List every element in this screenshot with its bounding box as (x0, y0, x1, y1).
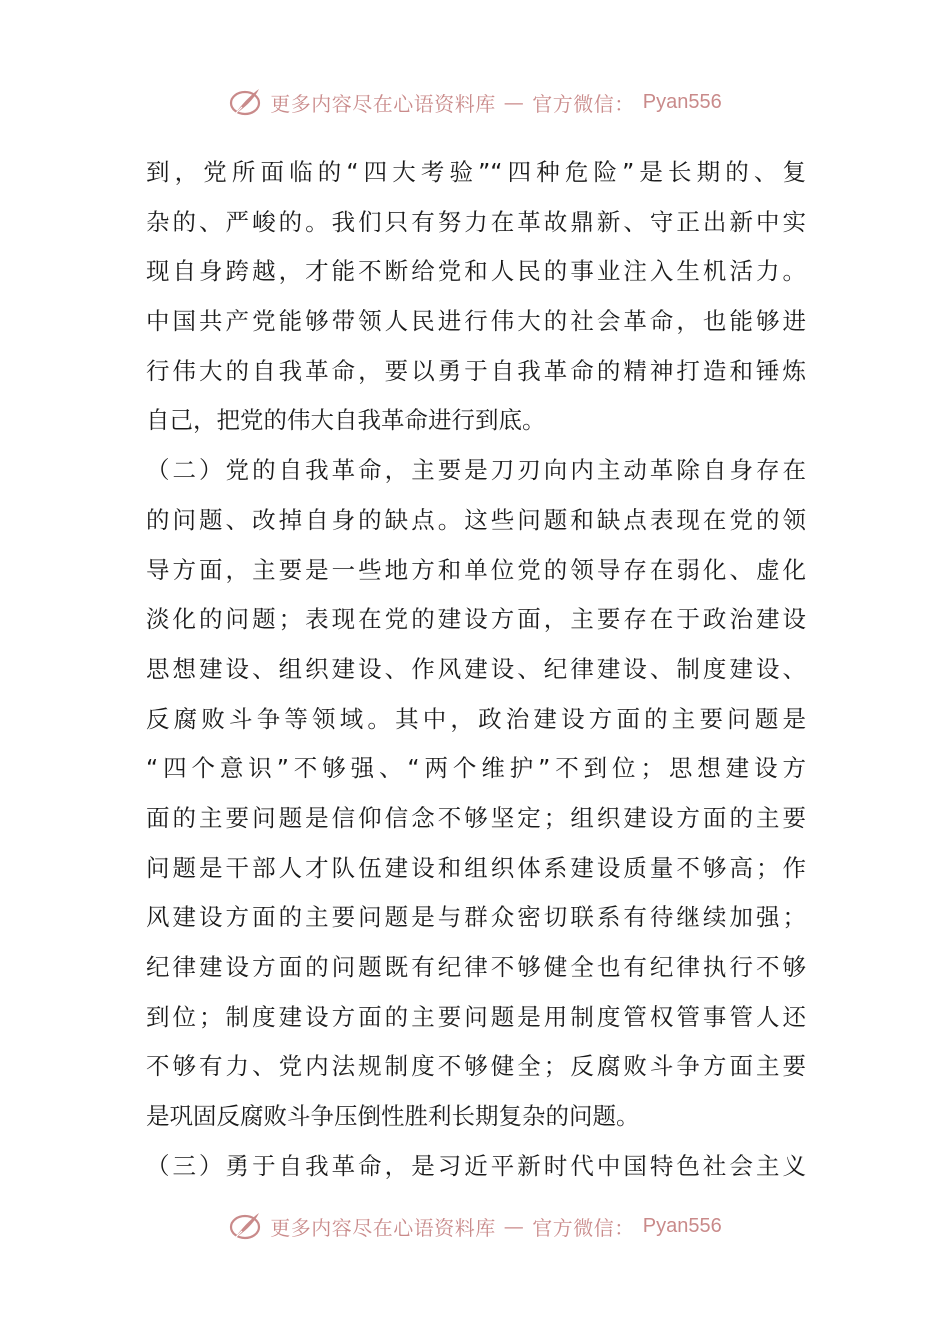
text-line: “四个意识”不够强、“两个维护”不到位；思想建设方 (146, 754, 806, 783)
text-line: 的问题、改掉自身的缺点。这些问题和缺点表现在党的领 (146, 505, 806, 534)
text-line: 现自身跨越，才能不断给党和人民的事业注入生机活力。 (146, 257, 806, 286)
quill-pen-logo-icon (228, 1209, 262, 1243)
watermark-dash: — (503, 90, 525, 114)
text-line: 思想建设、组织建设、作风建设、纪律建设、制度建设、 (146, 654, 806, 683)
text-line: （二）党的自我革命，主要是刀刃向内主动革除自身存在 (146, 456, 806, 485)
text-line: 导方面，主要是一些地方和单位党的领导存在弱化、虚化 (146, 555, 806, 584)
text-line: 反腐败斗争等领域。其中，政治建设方面的主要问题是 (146, 704, 806, 733)
text-line: （三）勇于自我革命，是习近平新时代中国特色社会主义 (146, 1151, 806, 1180)
text-line: 杂的、严峻的。我们只有努力在革故鼎新、守正出新中实 (146, 207, 806, 236)
text-line: 淡化的问题；表现在党的建设方面，主要存在于政治建设 (146, 605, 806, 634)
watermark-site-name: 更多内容尽在心语资料库 (270, 1215, 496, 1240)
text-line: 问题是干部人才队伍建设和组织体系建设质量不够高；作 (146, 853, 806, 882)
watermark-wechat-id: Pyan556 (642, 1214, 722, 1237)
quill-pen-logo-icon (228, 85, 262, 119)
watermark-site-name: 更多内容尽在心语资料库 (270, 91, 496, 116)
text-line: 面的主要问题是信仰信念不够坚定；组织建设方面的主要 (146, 803, 806, 832)
watermark-header (0, 82, 950, 122)
text-line: 到位；制度建设方面的主要问题是用制度管权管事管人还 (146, 1002, 806, 1031)
text-line: 是巩固反腐败斗争压倒性胜利长期复杂的问题。 (146, 1102, 640, 1131)
watermark-dash: — (503, 1214, 525, 1238)
watermark-wechat-id: Pyan556 (642, 90, 722, 113)
text-line: 自己，把党的伟大自我革命进行到底。 (146, 406, 546, 435)
text-line: 到，党所面临的“四大考验”“四种危险”是长期的、复 (146, 158, 806, 186)
text-line: 行伟大的自我革命，要以勇于自我革命的精神打造和锤炼 (146, 356, 806, 385)
watermark-footer (0, 1206, 950, 1246)
text-line: 纪律建设方面的问题既有纪律不够健全也有纪律执行不够 (146, 953, 806, 981)
watermark-wechat-label: 官方微信： (532, 91, 635, 116)
text-line: 中国共产党能够带领人民进行伟大的社会革命，也能够进 (146, 307, 806, 336)
watermark-wechat-label: 官方微信： (532, 1215, 635, 1240)
document-body (146, 148, 806, 1191)
text-line: 不够有力、党内法规制度不够健全；反腐败斗争方面主要 (146, 1052, 806, 1081)
text-line: 风建设方面的主要问题是与群众密切联系有待继续加强； (146, 903, 806, 932)
